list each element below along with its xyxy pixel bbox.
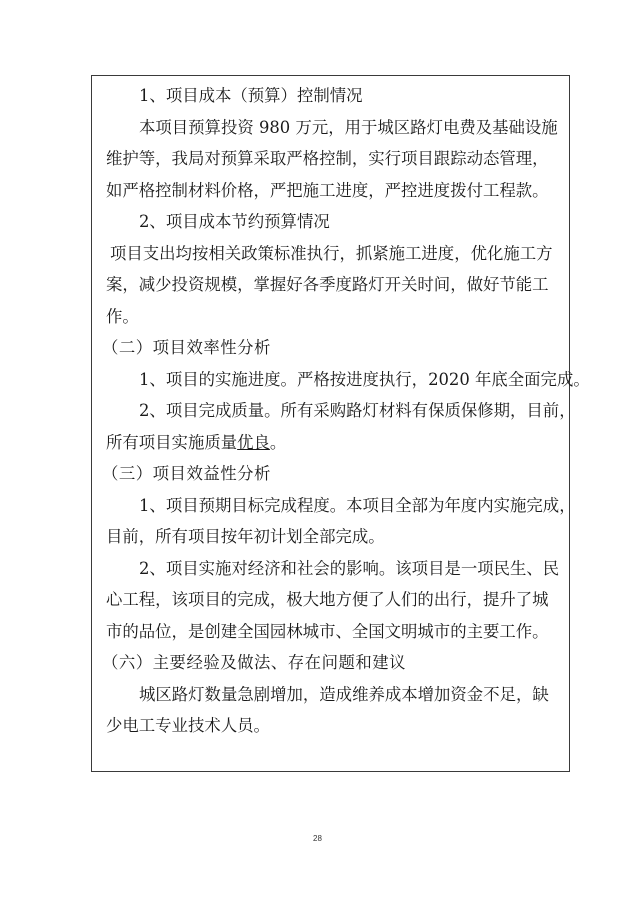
paragraph-line: 项目支出均按相关政策标准执行，抓紧施工进度，优化施工方 xyxy=(110,243,553,263)
paragraph-line: 城区路灯数量急剧增加，造成维养成本增加资金不足，缺 xyxy=(139,684,549,704)
text-span: 所有项目实施质量 xyxy=(106,432,238,452)
underlined-text: 优良 xyxy=(237,432,270,452)
text-span: 。 xyxy=(269,432,287,452)
paragraph-line: 2、项目实施对经济和社会的影响。该项目是一项民生、民 xyxy=(139,558,560,578)
section-heading-effectiveness: （三）项目效益性分析 xyxy=(102,464,271,483)
paragraph-line: 作。 xyxy=(106,306,139,326)
paragraph-line: 2、项目完成质量。所有采购路灯材料有保质保修期，目前， xyxy=(139,401,576,420)
content-table-cell xyxy=(91,75,590,772)
paragraph-line: 1、项目的实施进度。严格按进度执行，2020 年底全面完成。 xyxy=(139,369,590,389)
document-body xyxy=(102,80,590,742)
paragraph-line: 心工程，该项目的完成，极大地方便了人们的出行，提升了城 xyxy=(106,590,549,609)
paragraph-line: 目前，所有项目按年初计划全部完成。 xyxy=(106,527,385,546)
paragraph-line xyxy=(106,427,554,459)
subheading-cost-control: 1、项目成本（预算）控制情况 xyxy=(139,86,363,105)
section-heading-experience: （六）主要经验及做法、存在问题和建议 xyxy=(102,653,407,672)
paragraph-line: 如严格控制材料价格，严把施工进度，严控进度拨付工程款。 xyxy=(106,180,549,200)
paragraph-line: 市的品位，是创建全国园林城市、全国文明城市的主要工作。 xyxy=(106,621,549,641)
paragraph-line: 少电工专业技术人员。 xyxy=(106,716,270,735)
section-heading-efficiency: （二）项目效率性分析 xyxy=(102,338,271,357)
paragraph-line: 维护等，我局对预算采取严格控制，实行项目跟踪动态管理， xyxy=(106,149,549,168)
subheading-cost-saving: 2、项目成本节约预算情况 xyxy=(139,212,330,231)
page-number: 28 xyxy=(313,834,322,843)
paragraph-line: 案，减少投资规模，掌握好各季度路灯开关时间，做好节能工 xyxy=(106,275,549,294)
paragraph-line: 1、项目预期目标完成程度。本项目全部为年度内实施完成， xyxy=(139,495,576,515)
paragraph-line: 本项目预算投资 980 万元，用于城区路灯电费及基础设施 xyxy=(139,117,558,137)
